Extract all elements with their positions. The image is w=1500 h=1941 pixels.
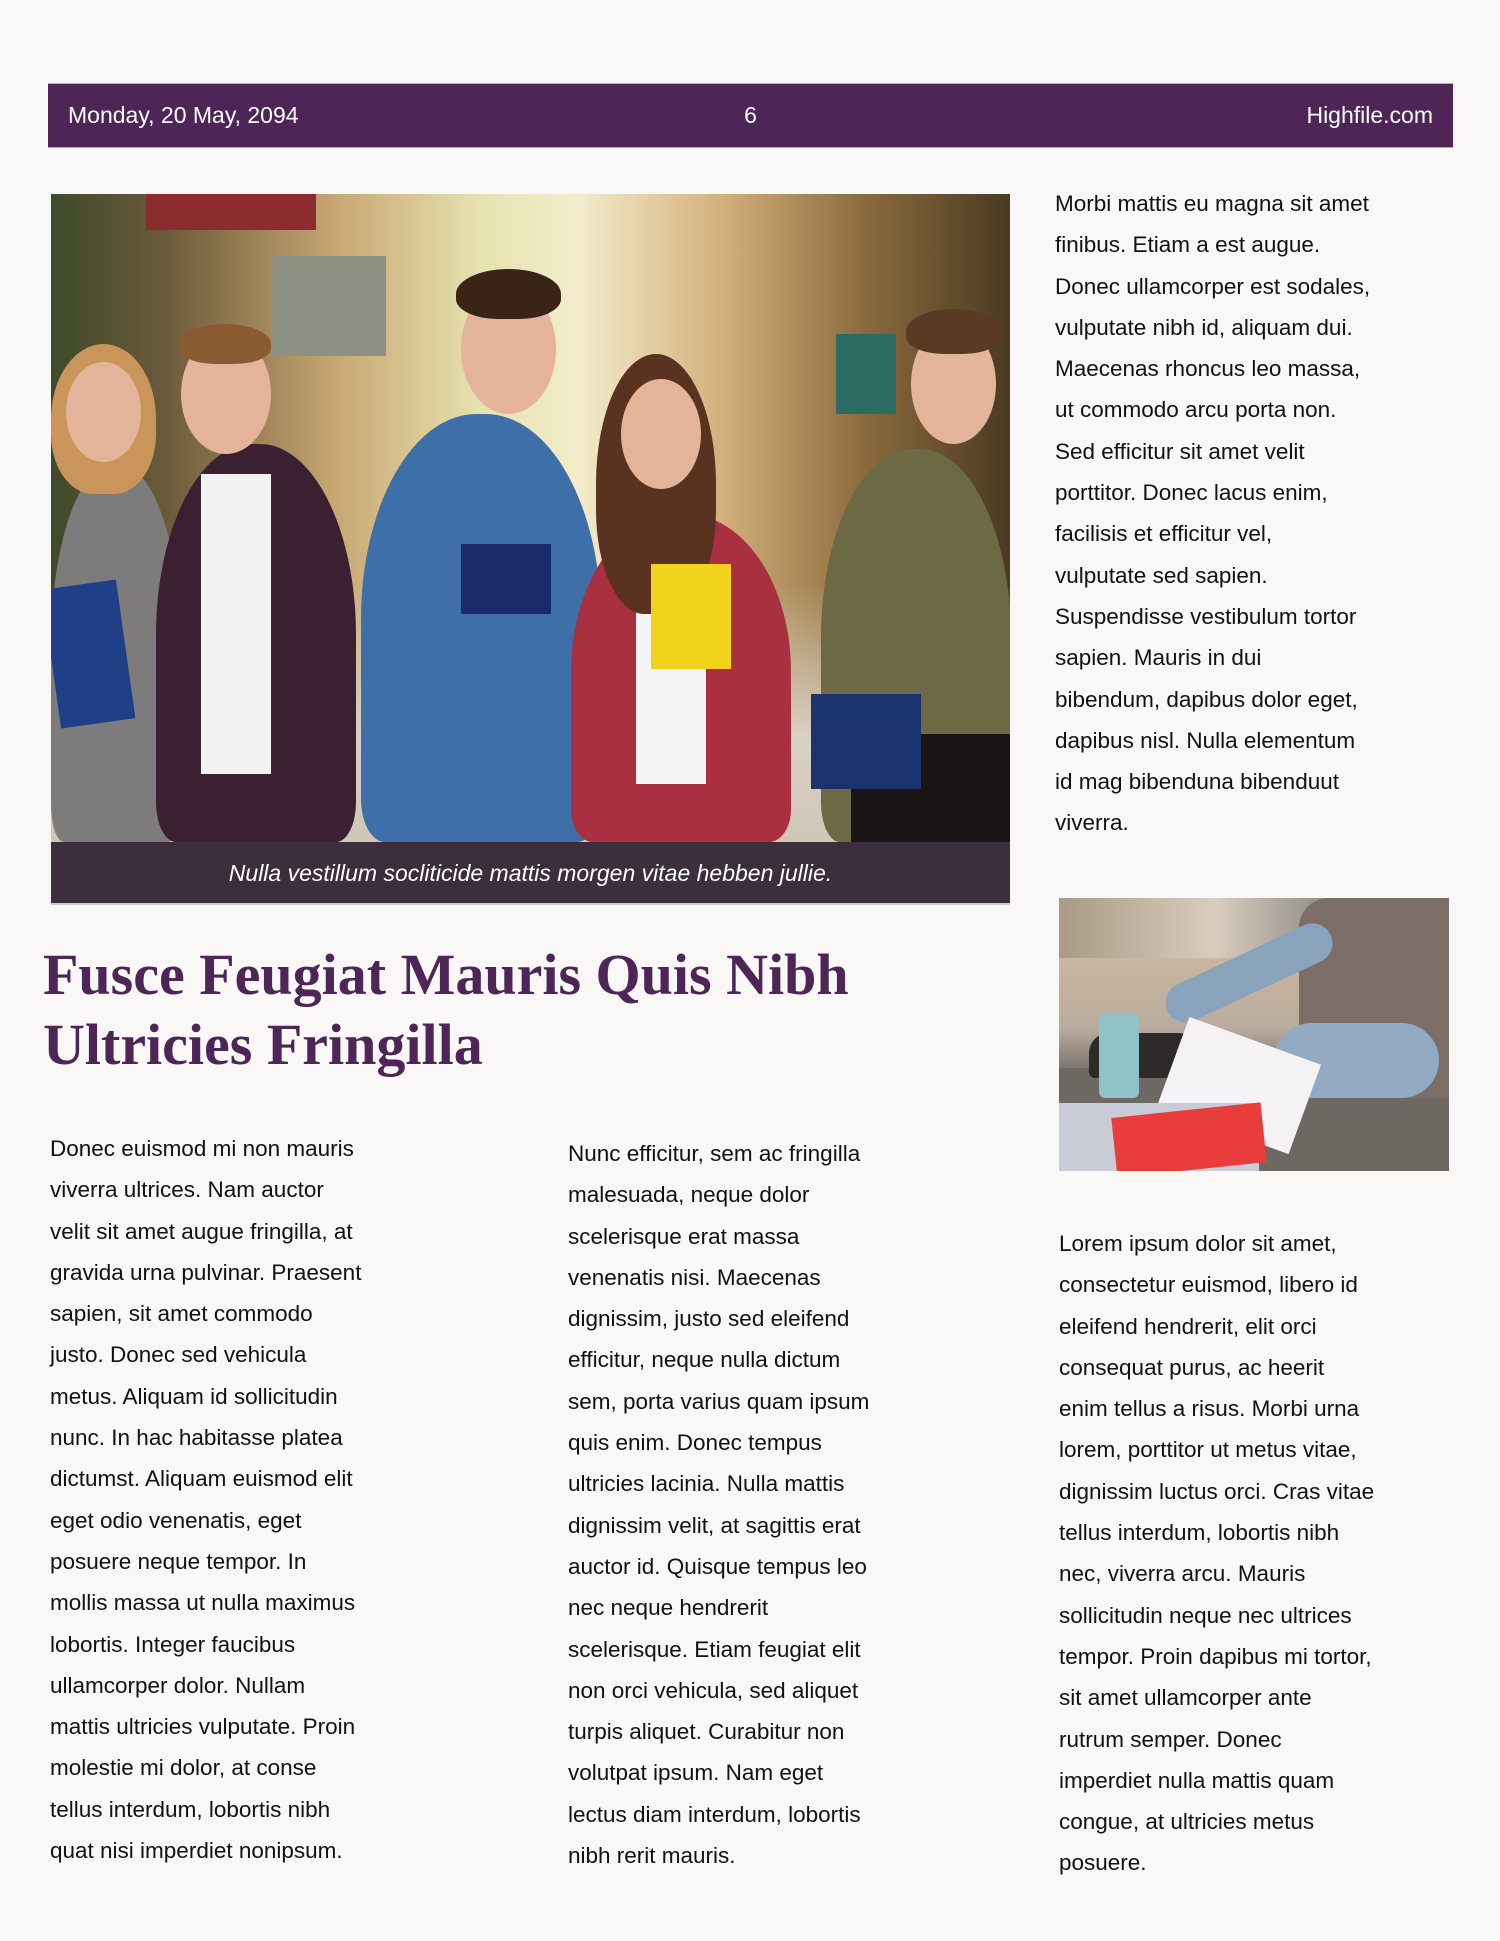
text-line: vulputate sed sapien.	[1055, 562, 1268, 588]
text-line: rutrum semper. Donec	[1059, 1726, 1282, 1752]
photo-hair	[906, 309, 1001, 354]
text-line: congue, at ultricies metus	[1059, 1809, 1315, 1835]
text-line: quat nisi imperdiet nonipsum.	[50, 1838, 343, 1864]
headline-line: Ultricies Fringilla	[43, 1012, 483, 1077]
text-line: mollis massa ut nulla maximus	[50, 1590, 356, 1616]
text-line: sollicitudin neque nec ultrices	[1059, 1602, 1352, 1628]
article-column-1	[50, 1128, 361, 1871]
side-photo	[1059, 898, 1449, 1171]
text-line: vulputate nibh id, aliquam dui.	[1055, 314, 1353, 340]
text-line: dignissim velit, at sagittis erat	[568, 1512, 861, 1538]
text-line: scelerisque erat massa	[568, 1223, 800, 1249]
photo-head	[66, 362, 141, 462]
text-line: viverra.	[1055, 810, 1129, 836]
text-line: nec neque hendrerit	[568, 1595, 769, 1621]
text-line: consequat purus, ac heerit	[1059, 1354, 1325, 1380]
main-photo	[51, 194, 1010, 842]
headline-line: Fusce Feugiat Mauris Quis Nibh	[43, 942, 849, 1007]
text-line: Lorem ipsum dolor sit amet,	[1059, 1231, 1337, 1256]
text-line: facilisis et efficitur vel,	[1055, 521, 1273, 547]
text-line: justo. Donec sed vehicula	[50, 1342, 307, 1368]
text-line: bibendum, dapibus dolor eget,	[1055, 686, 1358, 712]
text-line: nibh rerit mauris.	[568, 1843, 736, 1869]
text-line: malesuada, neque dolor	[568, 1182, 810, 1208]
text-line: non orci vehicula, sed aliquet	[568, 1677, 859, 1703]
text-line: nec, viverra arcu. Mauris	[1059, 1561, 1306, 1587]
photo-tshirt	[201, 474, 271, 774]
text-line: viverra ultrices. Nam auctor	[50, 1177, 324, 1203]
header-bar	[48, 83, 1453, 148]
photo-book	[811, 694, 921, 789]
text-line: ut commodo arcu porta non.	[1055, 397, 1337, 423]
text-line: auctor id. Quisque tempus leo	[568, 1553, 867, 1579]
sidebar-bottom-text	[1059, 1223, 1374, 1884]
photo-caption: Nulla vestillum socliticide mattis morgen vitae hebben jullie.	[228, 860, 833, 886]
text-line: finibus. Etiam a est augue.	[1055, 232, 1321, 258]
text-line: sit amet ullamcorper ante	[1059, 1685, 1312, 1711]
text-line: velit sit amet augue fringilla, at	[50, 1218, 353, 1244]
text-line: efficitur, neque nulla dictum	[568, 1347, 841, 1373]
text-line: lectus diam interdum, lobortis	[568, 1801, 861, 1827]
text-line: eleifend hendrerit, elit orci	[1059, 1313, 1317, 1339]
text-line: dictumst. Aliquam euismod elit	[50, 1466, 353, 1492]
article-column-2	[568, 1133, 869, 1876]
text-line: ultricies lacinia. Nulla mattis	[568, 1471, 845, 1497]
text-line: dignissim luctus orci. Cras vitae	[1059, 1478, 1375, 1504]
text-line: lorem, porttitor ut metus vitae,	[1059, 1437, 1357, 1463]
photo-sign-teal	[836, 334, 896, 414]
text-line: sapien. Mauris in dui	[1055, 645, 1262, 671]
photo-hair	[179, 324, 271, 364]
photo-person	[361, 414, 601, 842]
photo-cup	[1099, 1013, 1139, 1098]
text-line: Nunc efficitur, sem ac fringilla	[568, 1141, 861, 1166]
text-line: dapibus nisl. Nulla elementum	[1055, 727, 1356, 753]
text-line: quis enim. Donec tempus	[568, 1430, 822, 1456]
text-line: posuere neque tempor. In	[50, 1548, 307, 1574]
text-line: id mag bibenduna bibenduut	[1055, 769, 1339, 795]
text-line: posuere.	[1059, 1850, 1147, 1876]
text-line: porttitor. Donec lacus enim,	[1055, 480, 1328, 506]
article-headline	[43, 940, 1003, 1080]
photo-book	[461, 544, 551, 614]
text-line: Donec euismod mi non mauris	[50, 1136, 354, 1161]
photo-head	[621, 379, 701, 489]
photo-book	[651, 564, 731, 669]
header-date: Monday, 20 May, 2094	[68, 102, 299, 128]
text-line: dignissim, justo sed eleifend	[568, 1306, 850, 1332]
page-number: 6	[744, 102, 757, 128]
text-line: scelerisque. Etiam feugiat elit	[568, 1636, 861, 1662]
photo-hair	[456, 269, 561, 319]
text-line: venenatis nisi. Maecenas	[568, 1264, 821, 1290]
text-line: consectetur euismod, libero id	[1059, 1272, 1358, 1298]
text-line: sem, porta varius quam ipsum	[568, 1388, 870, 1414]
text-line: sapien, sit amet commodo	[50, 1301, 313, 1327]
text-line: gravida urna pulvinar. Praesent	[50, 1259, 362, 1285]
photo-awning	[146, 194, 316, 230]
sidebar-top-text	[1055, 183, 1370, 844]
text-line: mattis ultricies vulputate. Proin	[50, 1714, 356, 1740]
text-line: turpis aliquet. Curabitur non	[568, 1719, 845, 1745]
text-line: metus. Aliquam id sollicitudin	[50, 1383, 338, 1409]
text-line: lobortis. Integer faucibus	[50, 1631, 296, 1657]
text-line: imperdiet nulla mattis quam	[1059, 1767, 1335, 1793]
text-line: nunc. In hac habitasse platea	[50, 1425, 343, 1451]
site-name: Highfile.com	[1306, 102, 1433, 128]
text-line: tempor. Proin dapibus mi tortor,	[1059, 1643, 1372, 1669]
text-line: ullamcorper dolor. Nullam	[50, 1672, 306, 1698]
photo-caption-bar	[51, 842, 1010, 905]
text-line: Donec ullamcorper est sodales,	[1055, 273, 1371, 299]
text-line: enim tellus a risus. Morbi urna	[1059, 1396, 1360, 1422]
text-line: volutpat ipsum. Nam eget	[568, 1760, 824, 1786]
text-line: Suspendisse vestibulum tortor	[1055, 603, 1357, 629]
text-line: Maecenas rhoncus leo massa,	[1055, 356, 1361, 382]
text-line: Sed efficitur sit amet velit	[1055, 438, 1305, 464]
text-line: eget odio venenatis, eget	[50, 1507, 302, 1533]
photo-sign	[271, 256, 386, 356]
text-line: molestie mi dolor, at conse	[50, 1755, 317, 1781]
text-line: Morbi mattis eu magna sit amet	[1055, 191, 1369, 216]
text-line: tellus interdum, lobortis nibh	[50, 1796, 331, 1822]
text-line: tellus interdum, lobortis nibh	[1059, 1520, 1340, 1546]
